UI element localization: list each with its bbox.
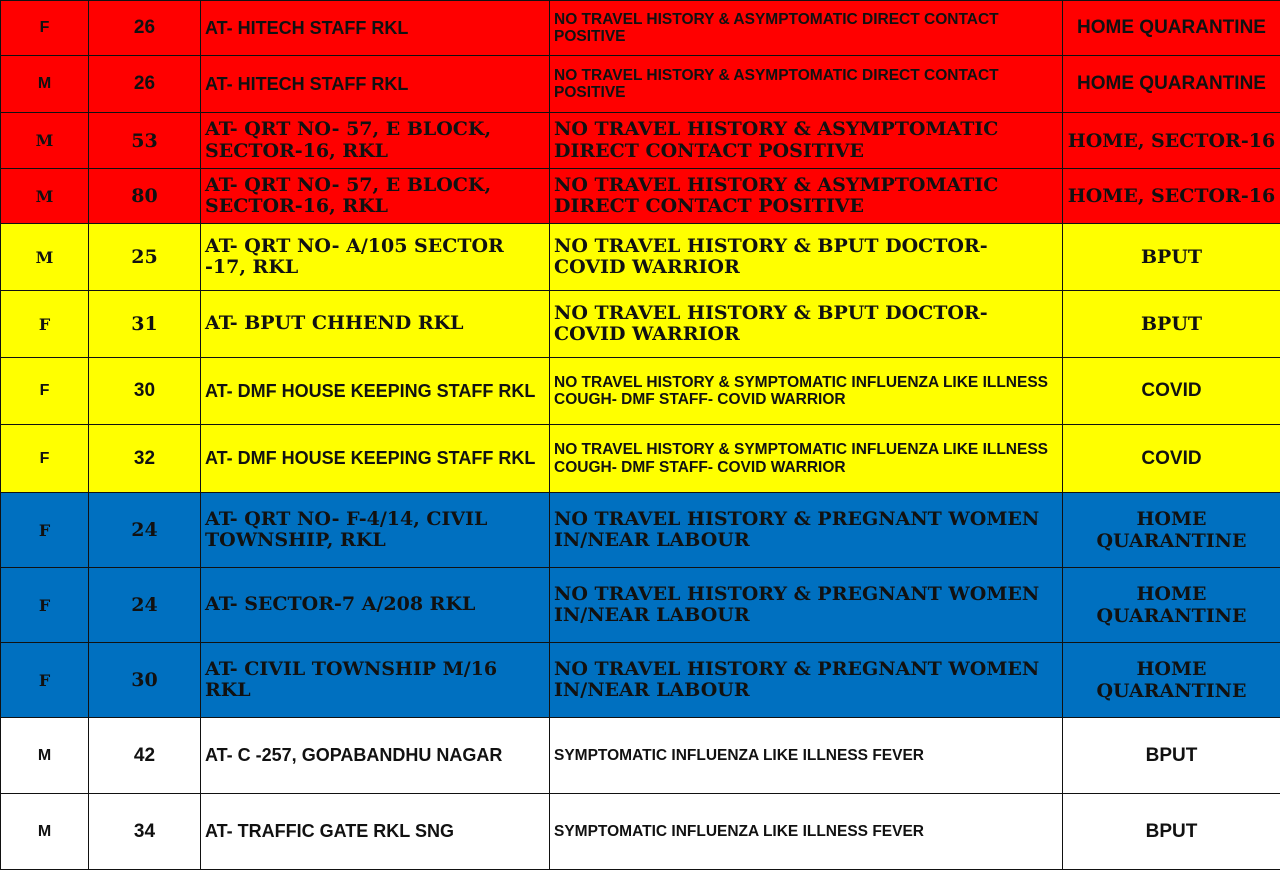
sex-cell: F <box>1 493 89 568</box>
status-cell: HOME, SECTOR-16 <box>1063 169 1280 224</box>
address-cell: AT- QRT NO- F-4/14, CIVIL TOWNSHIP, RKL <box>201 493 550 568</box>
sex-cell: M <box>1 718 89 794</box>
address-cell: AT- HITECH STAFF RKL <box>201 56 550 113</box>
age-cell: 25 <box>89 224 201 291</box>
status-cell: COVID <box>1063 358 1280 425</box>
status-cell: HOME QUARANTINE <box>1063 568 1280 643</box>
age-cell: 26 <box>89 1 201 56</box>
address-cell: AT- HITECH STAFF RKL <box>201 1 550 56</box>
address-cell: AT- QRT NO- A/105 SECTOR -17, RKL <box>201 224 550 291</box>
sex-cell: F <box>1 1 89 56</box>
status-cell: BPUT <box>1063 291 1280 358</box>
table-row <box>1 113 1280 169</box>
age-cell: 32 <box>89 425 201 493</box>
age-cell: 30 <box>89 358 201 425</box>
age-cell: 30 <box>89 643 201 718</box>
sex-cell: M <box>1 794 89 870</box>
address-cell: AT- SECTOR-7 A/208 RKL <box>201 568 550 643</box>
table-row <box>1 718 1280 794</box>
sex-cell: F <box>1 425 89 493</box>
sex-cell: M <box>1 113 89 169</box>
address-cell: AT- QRT NO- 57, E BLOCK, SECTOR-16, RKL <box>201 169 550 224</box>
address-cell: AT- BPUT CHHEND RKL <box>201 291 550 358</box>
status-cell: BPUT <box>1063 224 1280 291</box>
address-cell: AT- DMF HOUSE KEEPING STAFF RKL <box>201 358 550 425</box>
history-cell: NO TRAVEL HISTORY & PREGNANT WOMEN IN/NEAR LABOUR <box>550 643 1063 718</box>
history-cell: NO TRAVEL HISTORY & BPUT DOCTOR- COVID WARRIOR <box>550 291 1063 358</box>
case-table-body <box>1 1 1280 870</box>
age-cell: 53 <box>89 113 201 169</box>
table-row <box>1 794 1280 870</box>
history-cell: NO TRAVEL HISTORY & PREGNANT WOMEN IN/NEAR LABOUR <box>550 568 1063 643</box>
address-cell: AT- TRAFFIC GATE RKL SNG <box>201 794 550 870</box>
table-row <box>1 568 1280 643</box>
sex-cell: M <box>1 224 89 291</box>
history-cell: NO TRAVEL HISTORY & PREGNANT WOMEN IN/NEAR LABOUR <box>550 493 1063 568</box>
history-cell: NO TRAVEL HISTORY & ASYMPTOMATIC DIRECT CONTACT POSITIVE <box>550 56 1063 113</box>
age-cell: 42 <box>89 718 201 794</box>
history-cell: NO TRAVEL HISTORY & ASYMPTOMATIC DIRECT CONTACT POSITIVE <box>550 1 1063 56</box>
age-cell: 80 <box>89 169 201 224</box>
age-cell: 24 <box>89 493 201 568</box>
sex-cell: F <box>1 291 89 358</box>
status-cell: BPUT <box>1063 718 1280 794</box>
history-cell: NO TRAVEL HISTORY & SYMPTOMATIC INFLUENZA LIKE ILLNESS COUGH- DMF STAFF- COVID WARRIOR <box>550 425 1063 493</box>
sex-cell: F <box>1 643 89 718</box>
history-cell: NO TRAVEL HISTORY & ASYMPTOMATIC DIRECT CONTACT POSITIVE <box>550 169 1063 224</box>
table-row <box>1 169 1280 224</box>
status-cell: HOME QUARANTINE <box>1063 56 1280 113</box>
sex-cell: F <box>1 568 89 643</box>
address-cell: AT- DMF HOUSE KEEPING STAFF RKL <box>201 425 550 493</box>
age-cell: 26 <box>89 56 201 113</box>
table-row <box>1 56 1280 113</box>
status-cell: COVID <box>1063 425 1280 493</box>
sex-cell: M <box>1 56 89 113</box>
age-cell: 31 <box>89 291 201 358</box>
status-cell: HOME, SECTOR-16 <box>1063 113 1280 169</box>
table-row <box>1 224 1280 291</box>
address-cell: AT- QRT NO- 57, E BLOCK, SECTOR-16, RKL <box>201 113 550 169</box>
age-cell: 34 <box>89 794 201 870</box>
sex-cell: M <box>1 169 89 224</box>
table-row <box>1 1 1280 56</box>
status-cell: BPUT <box>1063 794 1280 870</box>
age-cell: 24 <box>89 568 201 643</box>
address-cell: AT- CIVIL TOWNSHIP M/16 RKL <box>201 643 550 718</box>
sex-cell: F <box>1 358 89 425</box>
history-cell: NO TRAVEL HISTORY & SYMPTOMATIC INFLUENZA LIKE ILLNESS COUGH- DMF STAFF- COVID WARRIOR <box>550 358 1063 425</box>
status-cell: HOME QUARANTINE <box>1063 643 1280 718</box>
history-cell: SYMPTOMATIC INFLUENZA LIKE ILLNESS FEVER <box>550 794 1063 870</box>
table-row <box>1 291 1280 358</box>
table-row <box>1 358 1280 425</box>
table-row <box>1 643 1280 718</box>
status-cell: HOME QUARANTINE <box>1063 1 1280 56</box>
table-row <box>1 425 1280 493</box>
status-cell: HOME QUARANTINE <box>1063 493 1280 568</box>
history-cell: NO TRAVEL HISTORY & BPUT DOCTOR- COVID WARRIOR <box>550 224 1063 291</box>
address-cell: AT- C -257, GOPABANDHU NAGAR <box>201 718 550 794</box>
history-cell: SYMPTOMATIC INFLUENZA LIKE ILLNESS FEVER <box>550 718 1063 794</box>
history-cell: NO TRAVEL HISTORY & ASYMPTOMATIC DIRECT CONTACT POSITIVE <box>550 113 1063 169</box>
table-row <box>1 493 1280 568</box>
